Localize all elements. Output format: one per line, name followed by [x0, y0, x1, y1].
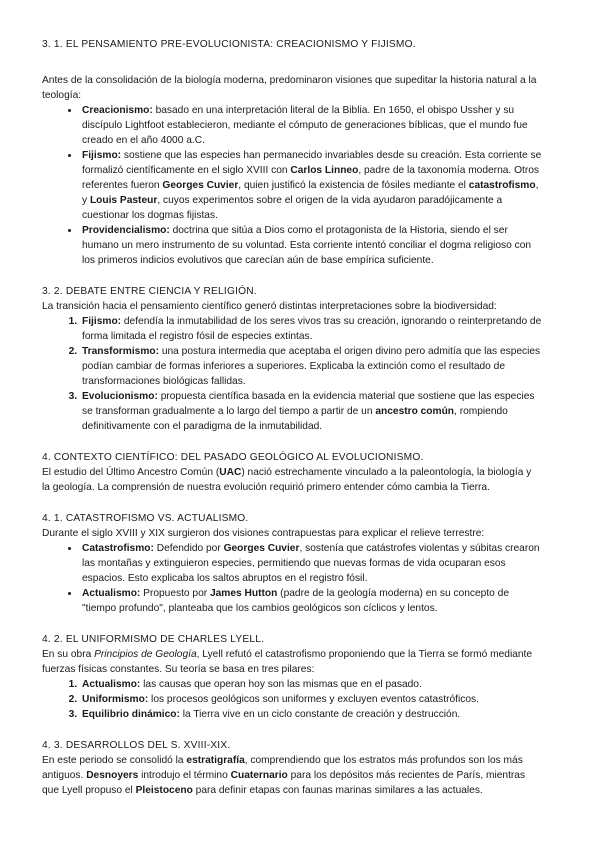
section-intro: Antes de la consolidación de la biología moderna, predominaron visiones que supeditar la historia natural a la teología:	[42, 75, 537, 101]
bullet-list	[42, 541, 542, 616]
section-uniformismo	[42, 633, 542, 722]
list-item: 3. Equilibrio dinámico: la Tierra vive en un ciclo constante de creación y destrucción.	[80, 707, 542, 722]
section-contexto	[42, 451, 542, 495]
section-catastrofismo	[42, 512, 542, 616]
section-intro: La transición hacia el pensamiento científico generó distintas interpretaciones sobre la biodiversidad:	[42, 301, 497, 312]
list-item: 2. Uniformismo: los procesos geológicos son uniformes y excluyen eventos catastróficos.	[80, 692, 542, 707]
list-item: • Fijismo: sostiene que las especies han permanecido invariables desde su creación. Esta corriente se formalizó científicamente en el siglo XVIII con Carlos Linneo, padre de la taxonomía moderna. Otros referentes fueron Georges Cuvier, quien justificó la existencia de fósiles mediante el catastrofismo, y Louis Pasteur, cuyos experimentos sobre el origen de la vida ayudaron paradójicamente a cuestionar los dogmas fijistas.	[80, 148, 542, 223]
list-item: • Actualismo: Propuesto por James Hutton (padre de la geología moderna) en su concepto de "tiempo profundo", planteaba que los cambios geológicos son cíclicos y lentos.	[80, 586, 542, 616]
section-heading: 3. 2. DEBATE ENTRE CIENCIA Y RELIGIÓN.	[42, 286, 257, 297]
list-item: 2. Transformismo: una postura intermedia que aceptaba el origen divino pero admitía que las especies podían cambiar de formas inferiores a superiores. Explicaba la extinción como el resultado de transformaciones biológicas fallidas.	[80, 344, 542, 389]
list-item: • Providencialismo: doctrina que sitúa a Dios como el protagonista de la Historia, siendo el ser humano un mero instrumento de su voluntad. Esta corriente intentó conciliar el dogma religioso con los primeros indicios evolutivos que carecían aún de base empírica suficiente.	[80, 223, 542, 268]
section-heading: 3. 1. EL PENSAMIENTO PRE-EVOLUCIONISTA: CREACIONISMO Y FIJISMO.	[42, 39, 416, 50]
section-heading: 4. CONTEXTO CIENTÍFICO: DEL PASADO GEOLÓGICO AL EVOLUCIONISMO.	[42, 452, 424, 463]
section-pre-evolucionista	[42, 38, 542, 268]
numbered-list	[42, 677, 542, 722]
section-intro: El estudio del Último Ancestro Común (UAC) nació estrechamente vinculado a la paleontología, la biología y la geología. La comprensión de nuestra evolución requirió primero entender cómo cambia la Tierra.	[42, 467, 532, 493]
numbered-list	[42, 314, 542, 434]
section-intro: En su obra Principios de Geología, Lyell refutó el catastrofismo proponiendo que la Tierra se formó mediante fuerzas físicas constantes. Su teoría se basa en tres pilares:	[42, 649, 533, 675]
section-intro: En este periodo se consolidó la estratigrafía, comprendiendo que los estratos más profundos son los más antiguos. Desnoyers introdujo el término Cuaternario para los depósitos más recientes de París, mientras que Lyell propuso el Pleistoceno para definir etapas con faunas marinas similares a las actuales.	[42, 755, 526, 796]
section-heading: 4. 3. DESARROLLOS DEL S. XVIII-XIX.	[42, 740, 231, 751]
section-desarrollos	[42, 739, 542, 798]
list-item: • Creacionismo: basado en una interpretación literal de la Biblia. En 1650, el obispo Ussher y su discípulo Lightfoot establecieron, mediante el cómputo de generaciones bíblicas, que el mundo fue creado en el año 4000 a.C.	[80, 103, 542, 148]
list-item: 3. Evolucionismo: propuesta científica basada en la evidencia material que sostiene que las especies se transforman gradualmente a lo largo del tiempo a partir de un ancestro común, rompiendo definitivamente con el paradigma de la inmutabilidad.	[80, 389, 542, 434]
list-item: • Catastrofismo: Defendido por Georges Cuvier, sostenía que catástrofes violentas y súbitas crearon las montañas y extinguieron especies, permitiendo que nuevas formas de vida ocuparan esos espacios. Esto explicaba los saltos abruptos en el registro fósil.	[80, 541, 542, 586]
list-item: 1. Actualismo: las causas que operan hoy son las mismas que en el pasado.	[80, 677, 542, 692]
section-intro: Durante el siglo XVIII y XIX surgieron dos visiones contrapuestas para explicar el relieve terrestre:	[42, 528, 485, 539]
section-heading: 4. 1. CATASTROFISMO VS. ACTUALISMO.	[42, 513, 249, 524]
section-heading: 4. 2. EL UNIFORMISMO DE CHARLES LYELL.	[42, 634, 265, 645]
bullet-list	[42, 103, 542, 268]
section-debate	[42, 285, 542, 434]
list-item: 1. Fijismo: defendía la inmutabilidad de los seres vivos tras su creación, ignorando o reinterpretando de forma limitada el registro fósil de especies extintas.	[80, 314, 542, 344]
